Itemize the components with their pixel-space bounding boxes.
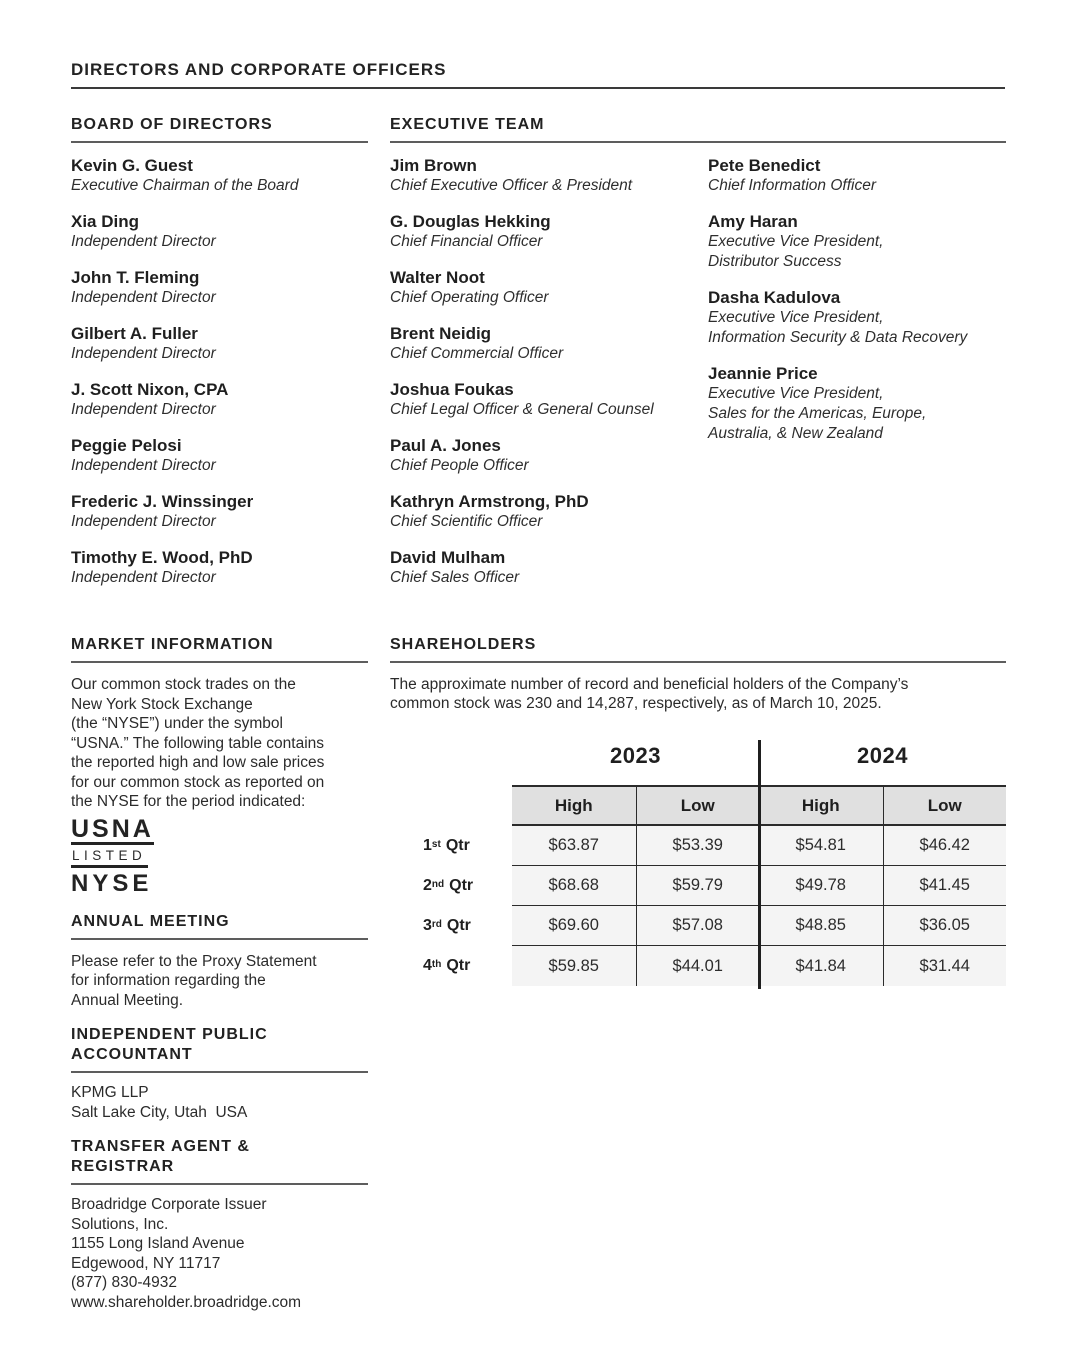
accountant-address	[71, 1083, 368, 1122]
paragraph-line: the NYSE for the period indicated:	[71, 793, 306, 810]
address-line: Edgewood, NY 11717	[71, 1254, 221, 1272]
shareholders-heading: SHAREHOLDERS	[390, 635, 1006, 663]
address-line: (877) 830-4932	[71, 1274, 177, 1291]
price-cell: $63.87	[548, 836, 599, 854]
transfer-agent-url: www.shareholder.broadridge.com	[71, 1293, 302, 1311]
quarter-number: 2	[423, 877, 432, 894]
director-title: Independent Director	[71, 233, 216, 250]
executive-heading: EXECUTIVE TEAM	[390, 115, 1006, 143]
officer-entry	[708, 364, 1006, 444]
officer-entry	[390, 268, 708, 308]
price-cell: $44.01	[636, 946, 760, 986]
director-title: Independent Director	[71, 513, 216, 530]
table-row	[390, 946, 1006, 986]
column-header: High	[801, 795, 840, 815]
officer-entry	[390, 156, 708, 196]
director-title: Independent Director	[71, 345, 216, 362]
paragraph-line: for our common stock as reported on	[71, 773, 325, 791]
director-entry	[71, 324, 368, 364]
director-title: Independent Director	[71, 569, 216, 586]
paragraph-line: common stock was 230 and 14,287, respectively, as of March 10, 2025.	[390, 695, 882, 712]
paragraph-line: New York Stock Exchange	[71, 695, 253, 713]
market-information-heading: MARKET INFORMATION	[71, 635, 368, 663]
quarter-number: 1	[423, 837, 432, 854]
director-title: Independent Director	[71, 457, 216, 474]
paragraph-line: Annual Meeting.	[71, 991, 184, 1009]
paragraph-line: the reported high and low sale prices	[71, 754, 325, 771]
director-entry	[71, 548, 368, 588]
price-cell: $49.78	[795, 876, 846, 894]
officer-title-line: Executive Vice President,	[708, 309, 884, 326]
director-entry	[71, 212, 368, 252]
annual-meeting-paragraph	[71, 952, 368, 1011]
officer-name: G. Douglas Hekking	[390, 212, 551, 231]
address-line: Salt Lake City, Utah USA	[71, 1103, 248, 1121]
director-name: Xia Ding	[71, 212, 140, 231]
officer-title: Chief Scientific Officer	[390, 513, 543, 530]
table-row	[390, 906, 1006, 946]
director-entry	[71, 436, 368, 476]
price-cell: $46.42	[883, 826, 1007, 865]
accountant-heading	[71, 1025, 368, 1073]
address-line: KPMG LLP	[71, 1084, 149, 1101]
officer-title-line: Executive Vice President,	[708, 233, 884, 250]
paragraph-line: Our common stock trades on the	[71, 676, 296, 693]
heading-line: TRANSFER AGENT &	[71, 1138, 250, 1155]
price-cell: $31.44	[883, 946, 1007, 986]
column-header: High	[554, 795, 593, 815]
executive-column-1	[390, 156, 708, 604]
director-entry	[71, 492, 368, 532]
officer-name: Paul A. Jones	[390, 436, 501, 455]
officer-entry	[708, 212, 1006, 272]
shareholders-section	[390, 635, 1006, 986]
director-name: Peggie Pelosi	[71, 436, 182, 455]
officer-entry	[708, 156, 1006, 196]
officer-name: Joshua Foukas	[390, 380, 514, 399]
transfer-agent-address	[71, 1195, 368, 1312]
officer-name: Jeannie Price	[708, 364, 818, 383]
price-cell: $36.05	[883, 906, 1007, 945]
year-header-row	[390, 743, 1006, 785]
officer-title: Chief Sales Officer	[390, 569, 520, 586]
market-information-paragraph	[71, 675, 368, 812]
officer-name: Jim Brown	[390, 156, 477, 175]
year-divider-line	[758, 740, 761, 989]
officer-name: Dasha Kadulova	[708, 288, 841, 307]
stock-price-table	[390, 743, 1006, 986]
nyse-listed-logo	[71, 814, 368, 897]
officer-title: Chief Operating Officer	[390, 289, 549, 306]
officer-entry	[708, 288, 1006, 348]
quarter-label: 2 $^{nd}$ Qtr	[423, 877, 474, 894]
quarter-word: Qtr	[446, 957, 471, 974]
director-entry	[71, 268, 368, 308]
quarter-number: 4	[423, 957, 432, 974]
director-name: Kevin G. Guest	[71, 156, 193, 175]
quarter-number: 3	[423, 917, 432, 934]
paragraph-line: “USNA.” The following table contains	[71, 734, 325, 752]
director-entry	[71, 380, 368, 420]
executive-column-2	[708, 156, 1006, 604]
officer-entry	[390, 324, 708, 364]
left-info-column	[71, 635, 368, 1312]
executive-columns	[390, 143, 1006, 604]
annual-meeting-section	[71, 912, 368, 1011]
heading-line: ACCOUNTANT	[71, 1046, 193, 1063]
market-information-section	[71, 635, 368, 896]
officer-title: Chief Financial Officer	[390, 233, 543, 250]
usna-ticker-wordmark: USNA	[71, 814, 154, 843]
independent-public-accountant-section	[71, 1025, 368, 1122]
board-of-directors-section	[71, 115, 368, 604]
officer-title: Chief Commercial Officer	[390, 345, 564, 362]
shareholders-paragraph	[390, 675, 1006, 713]
officer-title: Chief Legal Officer & General Counsel	[390, 401, 654, 418]
address-line: Solutions, Inc.	[71, 1215, 169, 1233]
table-row	[390, 866, 1006, 906]
table-row	[390, 826, 1006, 866]
officer-name: Pete Benedict	[708, 156, 821, 175]
quarter-label: 1 $^{st}$ Qtr	[423, 837, 470, 854]
heading-line: REGISTRAR	[71, 1158, 175, 1175]
paragraph-line: The approximate number of record and beneficial holders of the Company’s	[390, 676, 909, 693]
officer-title: Chief Executive Officer & President	[390, 177, 633, 194]
year-header: 2024	[857, 743, 908, 768]
executive-team-section	[390, 115, 1006, 604]
officer-title-line: Executive Vice President,	[708, 385, 884, 402]
address-line: Broadridge Corporate Issuer	[71, 1196, 267, 1213]
quarter-word: Qtr	[445, 837, 470, 854]
officer-name: Walter Noot	[390, 268, 485, 287]
price-cell: $54.81	[795, 836, 846, 854]
officer-title-line: Chief Information Officer	[708, 177, 876, 194]
transfer-agent-registrar-section	[71, 1137, 368, 1312]
price-cell: $53.39	[636, 826, 760, 865]
director-title: Independent Director	[71, 401, 216, 418]
quarter-word: Qtr	[446, 917, 471, 934]
year-spacer	[390, 743, 512, 785]
officer-name: Amy Haran	[708, 212, 798, 231]
officer-entry	[390, 436, 708, 476]
director-title: Independent Director	[71, 289, 216, 306]
officer-entry	[390, 380, 708, 420]
column-header: Low	[636, 787, 760, 824]
board-member-list	[71, 156, 368, 588]
officer-title-line: Distributor Success	[708, 253, 842, 270]
price-cell: $48.85	[795, 916, 846, 934]
price-cell: $41.45	[883, 866, 1007, 905]
price-cell: $59.85	[548, 956, 599, 975]
board-heading: BOARD OF DIRECTORS	[71, 115, 368, 143]
officer-name: David Mulham	[390, 548, 506, 567]
paragraph-line: for information regarding the	[71, 972, 266, 989]
price-cell: $59.79	[636, 866, 760, 905]
officer-title-line: Sales for the Americas, Europe,	[708, 405, 927, 422]
officer-title-line: Australia, & New Zealand	[708, 425, 883, 442]
listed-label: LISTED	[71, 845, 148, 868]
year-header: 2023	[610, 743, 661, 768]
page-title: DIRECTORS AND CORPORATE OFFICERS	[71, 60, 1005, 89]
price-cell: $57.08	[636, 906, 760, 945]
quarter-label: 3 $^{rd}$ Qtr	[423, 917, 471, 934]
officer-entry	[390, 548, 708, 588]
paragraph-line: (the “NYSE”) under the symbol	[71, 715, 283, 732]
director-name: John T. Fleming	[71, 268, 200, 287]
annual-meeting-heading: ANNUAL MEETING	[71, 912, 368, 940]
officer-name: Brent Neidig	[390, 324, 492, 343]
quarter-label: 4 $^{th}$ Qtr	[423, 957, 471, 974]
officer-title: Chief People Officer	[390, 457, 529, 474]
officer-entry	[390, 212, 708, 252]
paragraph-line: Please refer to the Proxy Statement	[71, 952, 317, 970]
director-name: Frederic J. Winssinger	[71, 492, 254, 511]
address-line: 1155 Long Island Avenue	[71, 1235, 245, 1252]
quarter-word: Qtr	[449, 877, 474, 894]
price-cell: $41.84	[795, 956, 846, 975]
price-cell: $68.68	[548, 876, 599, 894]
officer-name: Kathryn Armstrong, PhD	[390, 492, 589, 511]
column-header: Low	[883, 787, 1007, 824]
nyse-wordmark: NYSE	[71, 869, 153, 897]
director-name: Gilbert A. Fuller	[71, 324, 198, 343]
heading-line: INDEPENDENT PUBLIC	[71, 1026, 268, 1043]
officer-entry	[390, 492, 708, 532]
director-name: J. Scott Nixon, CPA	[71, 380, 229, 399]
transfer-agent-heading	[71, 1137, 368, 1185]
director-name: Timothy E. Wood, PhD	[71, 548, 253, 567]
director-title: Executive Chairman of the Board	[71, 177, 299, 194]
officer-title-line: Information Security & Data Recovery	[708, 329, 968, 346]
price-cell: $69.60	[548, 916, 599, 934]
director-entry	[71, 156, 368, 196]
